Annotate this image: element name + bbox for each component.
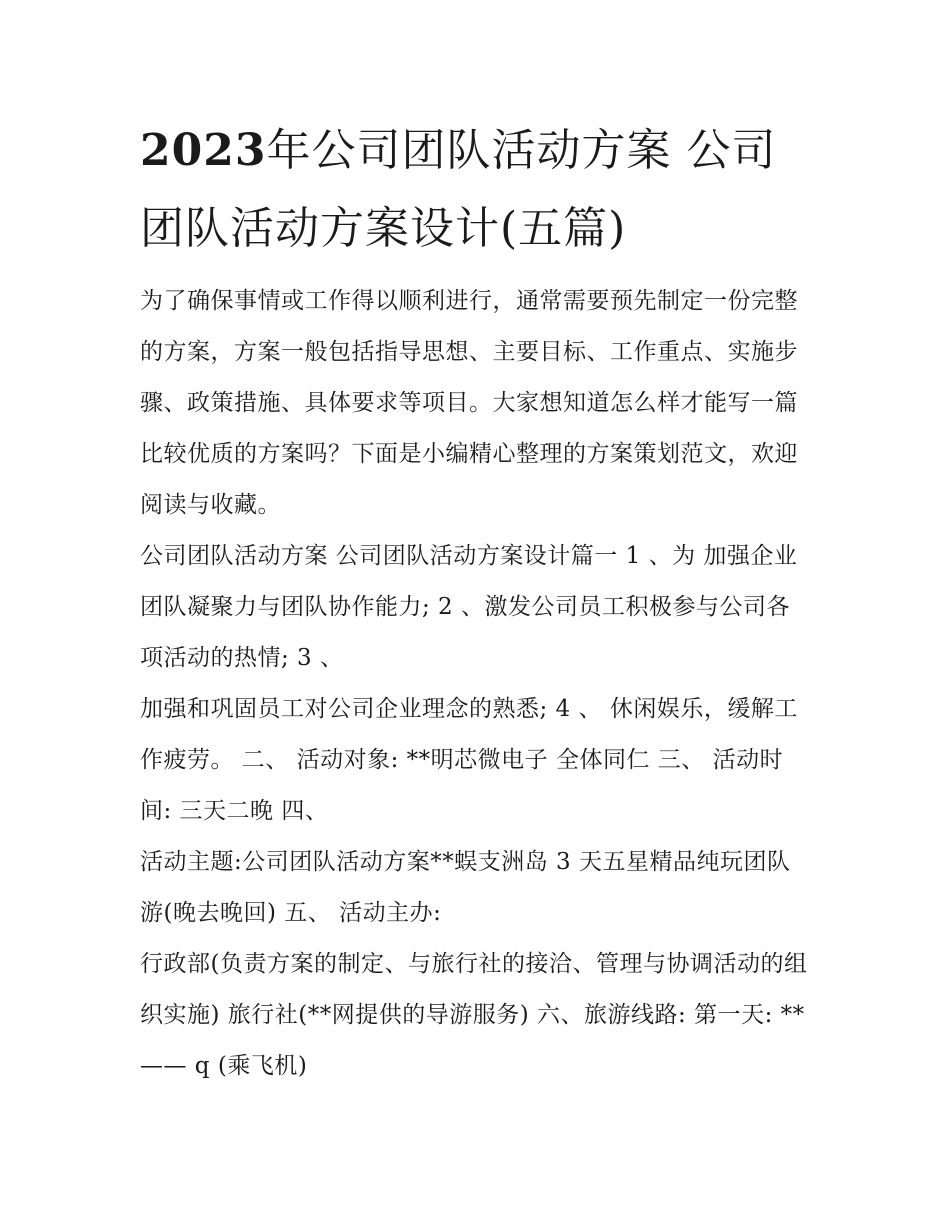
intro-paragraph: 为了确保事情或工作得以顺利进行，通常需要预先制定一份完整的方案，方案一般包括指导思想、主要目标、工作重点、实施步骤、政策措施、具体要求等项目。大家想知道怎么样才能写一篇比较优质的方案吗？下面是小编精心整理的方案策划范文，欢迎阅读与收藏。 (140, 288, 798, 518)
goals-paragraph: 公司团队活动方案 公司团队活动方案设计篇一 1 、为 加强企业团队凝聚力与团队协作能力; 2 、激发公司员工积极参与公司各项活动的热情; 3 、 (140, 543, 798, 671)
title-year: 2023 (140, 125, 267, 176)
title-text: 年公司团队活动方案 公司团队活动方案设计(五篇) (140, 125, 777, 254)
theme-paragraph: 活动主题:公司团队活动方案**蜈支洲岛 3 天五星精品纯玩团队游(晚去晚回) 五、 活动主办: (140, 849, 791, 926)
document-page (140, 112, 812, 1092)
organizer-paragraph: 行政部(负责方案的制定、与旅行社的接洽、管理与协调活动的组织实施) 旅行社(**网提供的导游服务) 六、旅游线路: 第一天: ** —— q (乘飞机) (140, 951, 808, 1079)
document-title (140, 112, 812, 268)
participants-paragraph: 加强和巩固员工对公司企业理念的熟悉; 4 、 休闲娱乐，缓解工作疲劳。 二、 活动对象: **明芯微电子 全体同仁 三、 活动时间: 三天二晚 四、 (140, 696, 798, 824)
